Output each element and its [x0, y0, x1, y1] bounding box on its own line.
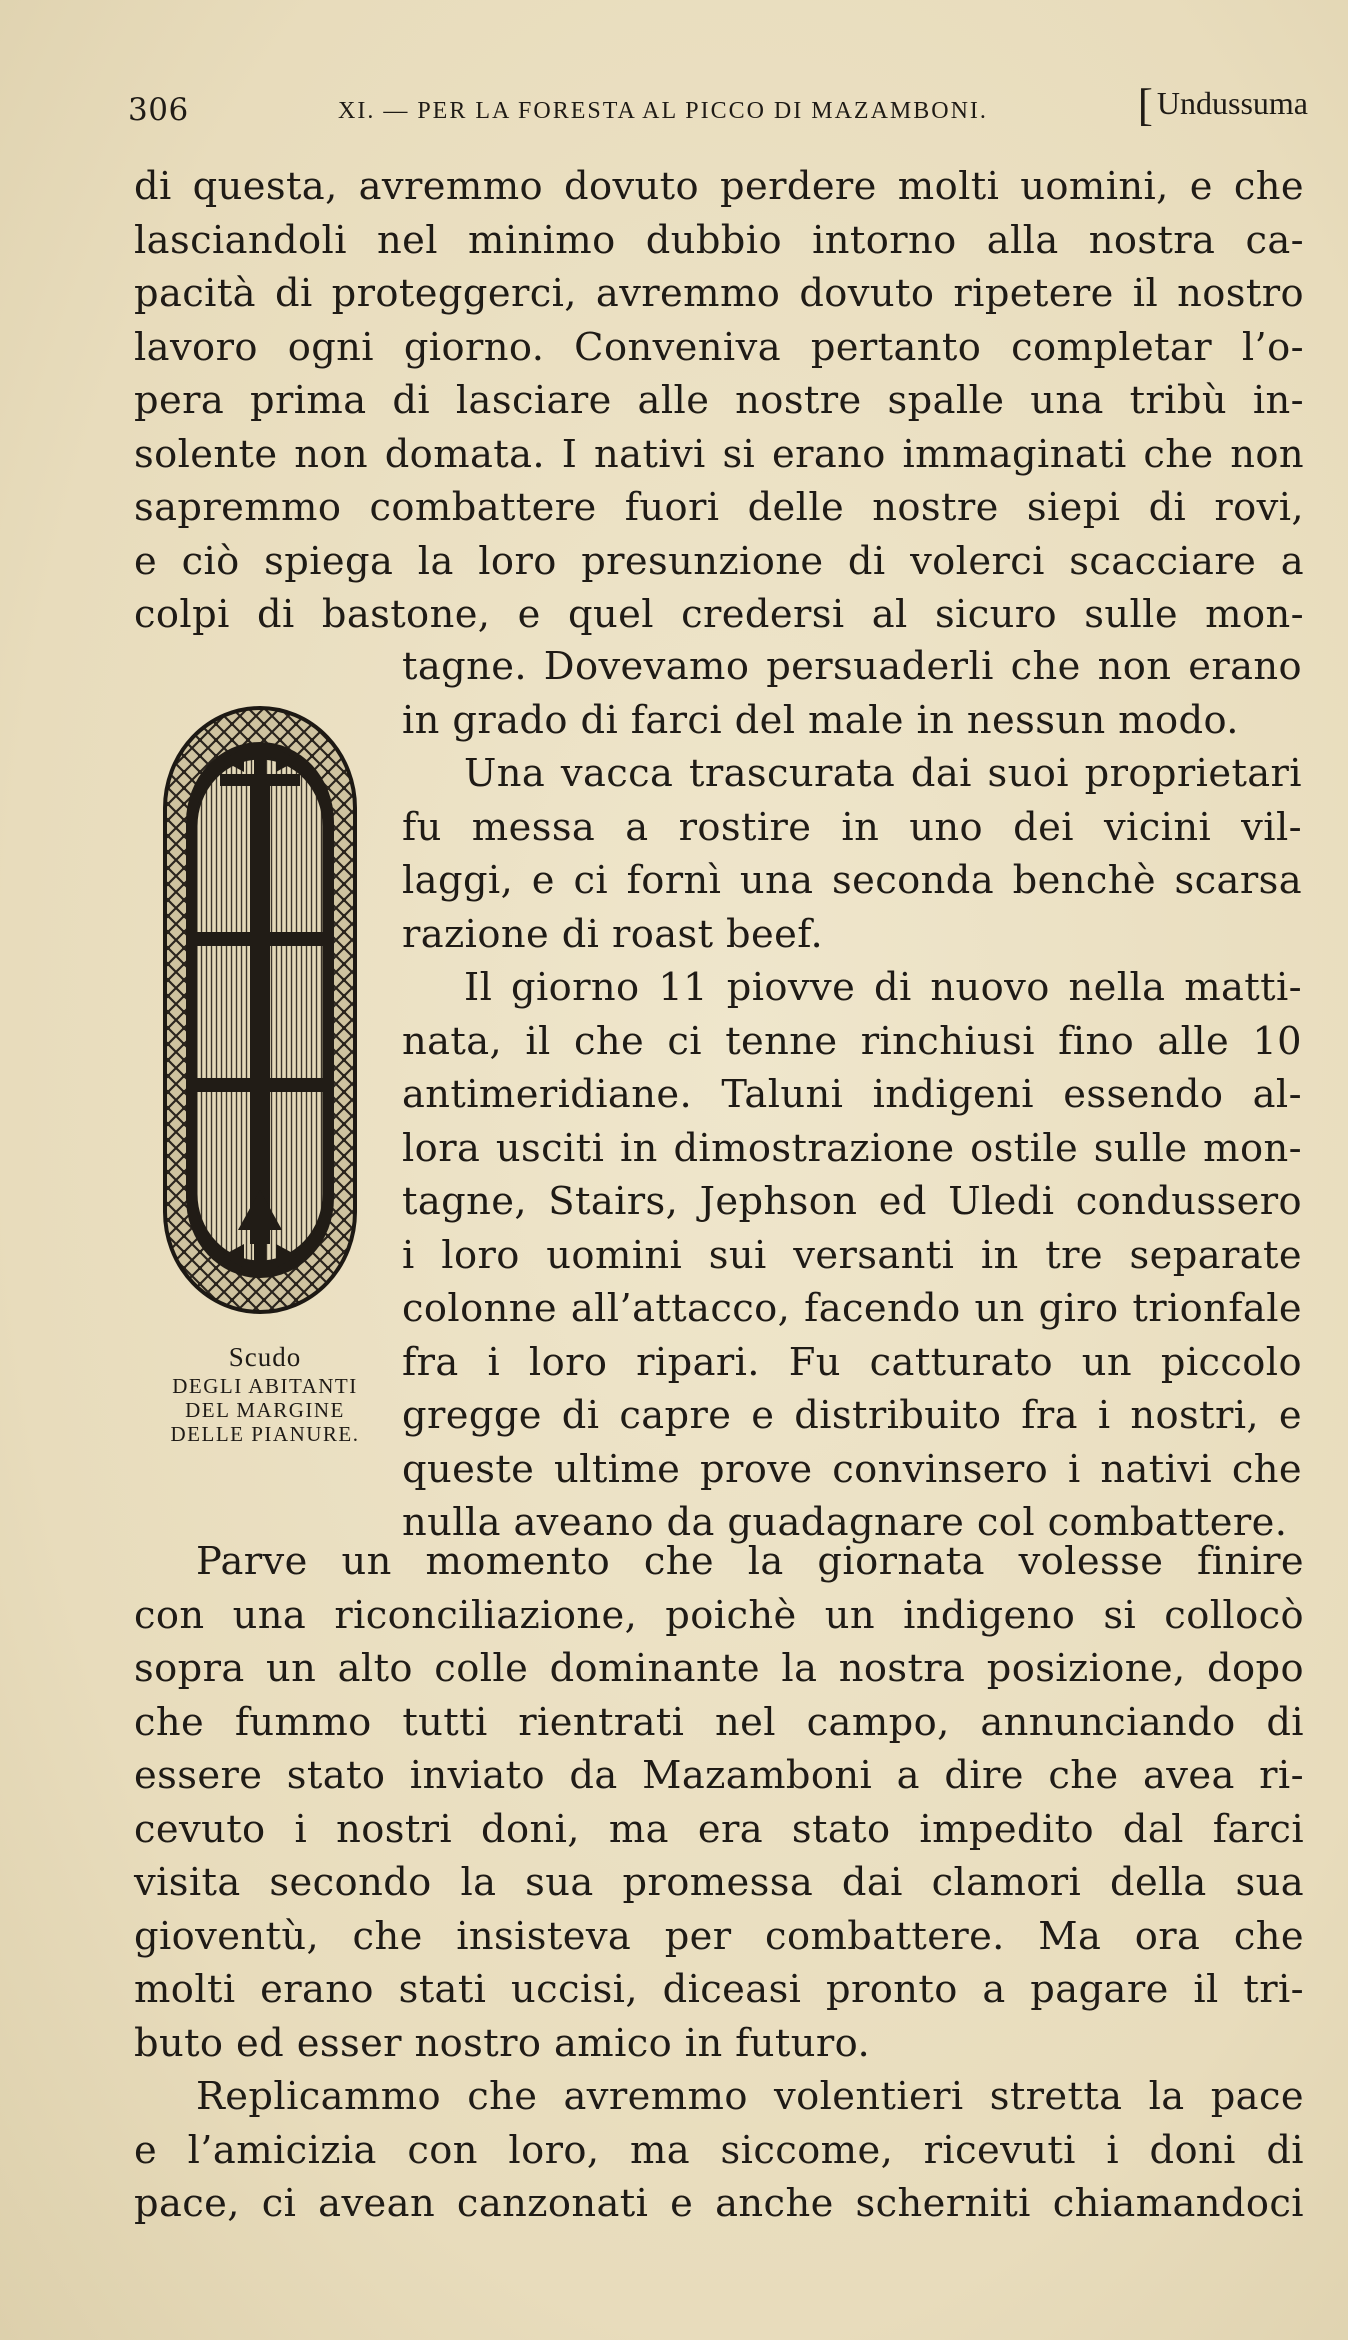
caption-line: DEGLI ABITANTI [172, 1374, 358, 1398]
text-line: laggi, e ci fornì una seconda benchè scarsa [402, 858, 1302, 903]
paragraph-bottom [134, 1535, 1304, 2231]
text-line: Replicammo che avremmo volentieri stretta la pace [196, 2074, 1304, 2119]
paragraph-top [134, 160, 1304, 642]
text-line: razione di roast beef. [402, 911, 824, 957]
text-line: molti erano stati uccisi, diceasi pronto a pagare il tri- [134, 1967, 1304, 2012]
text-line: tagne, Stairs, Jephson ed Uledi condussero [402, 1179, 1302, 1224]
text-line: queste ultime prove convinsero i nativi che [402, 1446, 1302, 1492]
text-line: visita secondo la sua promessa dai clamori della sua [134, 1860, 1304, 1905]
text-line: i loro uomini sui versanti in tre separate [402, 1232, 1302, 1278]
text-line: con una riconciliazione, poichè un indigeno si collocò [134, 1592, 1304, 1638]
text-line: che fummo tutti rientrati nel campo, annunciando di [134, 1699, 1304, 1745]
text-line: solente non domata. I nativi si erano immaginati che non [134, 431, 1304, 477]
text-line: antimeridiane. Taluni indigeni essendo al- [402, 1072, 1302, 1117]
text-line: e l’amicizia con loro, ma siccome, ricevuti i doni di [134, 2127, 1304, 2173]
margin-note-text: Undussuma [1156, 85, 1308, 121]
shield-illustration [160, 700, 360, 1320]
bracket-glyph: [ [1137, 79, 1153, 130]
paragraph-narrow [402, 640, 1302, 1550]
text-line: fra i loro ripari. Fu catturato un piccolo [402, 1339, 1302, 1385]
caption-line: DELLE PIANURE. [170, 1422, 360, 1446]
text-line: Il giorno 11 piovve di nuovo nella matti- [464, 965, 1302, 1010]
text-line: pera prima di lasciare alle nostre spalle una tribù in- [134, 378, 1304, 423]
text-line: colonne all’attacco, facendo un giro trionfale [402, 1286, 1302, 1331]
text-line: lavoro ogni giorno. Conveniva pertanto completar l’o- [134, 324, 1304, 370]
text-line: buto ed esser nostro amico in futuro. [134, 2020, 871, 2066]
text-line: Una vacca trascurata dai suoi proprietari [464, 751, 1302, 796]
text-line: nulla aveano da guadagnare col combattere. [402, 1500, 1288, 1545]
text-line: sopra un alto colle dominante la nostra posizione, dopo [134, 1646, 1304, 1691]
text-line: gregge di capre e distribuito fra i nostri, e [402, 1393, 1302, 1438]
running-head [128, 78, 1308, 138]
text-line: nata, il che ci tenne rinchiusi fino alle 10 [402, 1018, 1302, 1064]
text-line: essere stato inviato da Mazamboni a dire che avea ri- [134, 1753, 1304, 1798]
text-line: lasciandoli nel minimo dubbio intorno alla nostra ca- [134, 217, 1304, 263]
margin-note [1138, 78, 1308, 131]
text-line: lora usciti in dimostrazione ostile sulle mon- [402, 1125, 1302, 1171]
figure-caption [134, 1340, 396, 1446]
chapter-title: XI. — PER LA FORESTA AL PICCO DI MAZAMBONI. [338, 98, 988, 124]
text-line: pace, ci avean canzonati e anche scherniti chiamandoci [134, 2181, 1304, 2226]
text-line: sapremmo combattere fuori delle nostre siepi di rovi, [134, 485, 1304, 530]
text-line: gioventù, che insisteva per combattere. Ma ora che [134, 1913, 1304, 1959]
page-number: 306 [128, 92, 189, 128]
text-line: fu messa a rostire in uno dei vicini vil- [402, 804, 1302, 850]
text-line: Parve un momento che la giornata volesse finire [196, 1539, 1304, 1584]
text-line: pacità di proteggerci, avremmo dovuto ripetere il nostro [134, 271, 1304, 316]
shield-icon [160, 700, 360, 1320]
text-line: cevuto i nostri doni, ma era stato impedito dal farci [134, 1806, 1304, 1852]
caption-line: Scudo [228, 1342, 302, 1372]
text-line: in grado di farci del male in nessun modo. [402, 697, 1239, 743]
text-line: e ciò spiega la loro presunzione di volerci scacciare a [134, 538, 1304, 584]
text-line: tagne. Dovevamo persuaderli che non erano [402, 644, 1302, 689]
text-line: di questa, avremmo dovuto perdere molti uomini, e che [134, 164, 1304, 209]
text-line: colpi di bastone, e quel credersi al sicuro sulle mon- [134, 592, 1304, 637]
caption-line: DEL MARGINE [185, 1398, 345, 1422]
